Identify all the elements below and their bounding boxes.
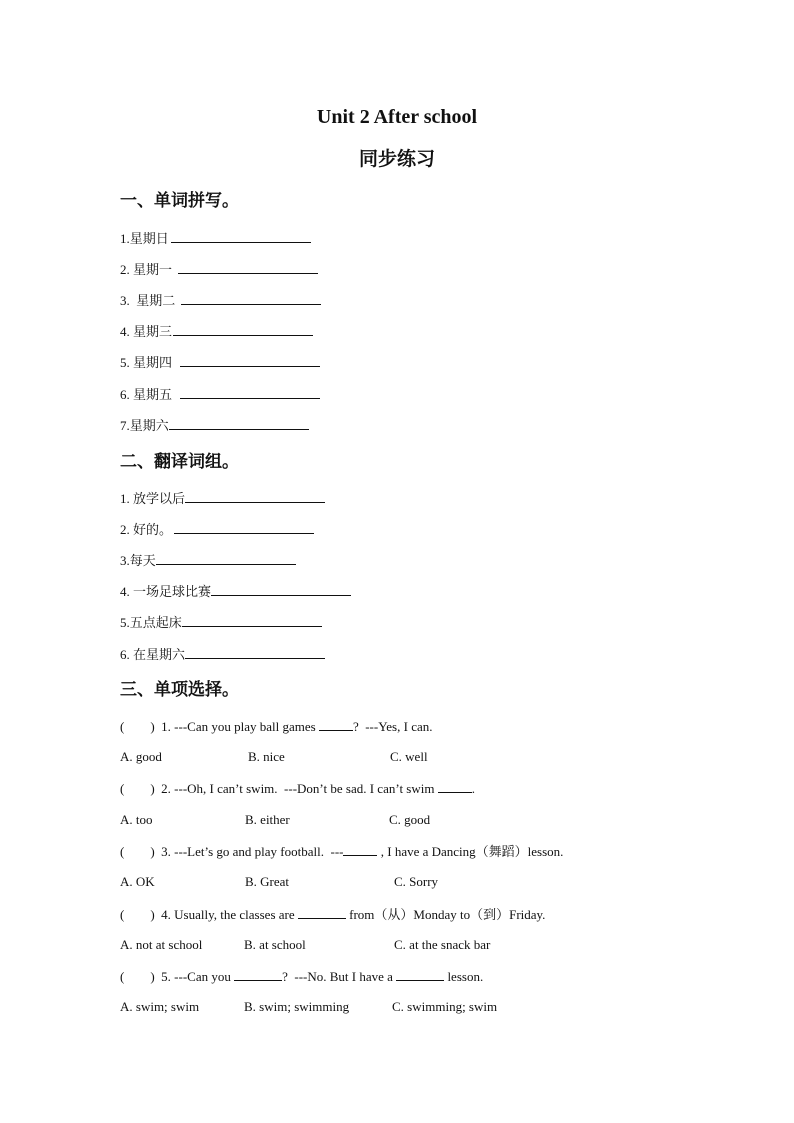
answer-blank[interactable] [211,582,351,596]
answer-blank[interactable] [178,260,318,274]
list-item [120,229,311,248]
answer-blank[interactable] [156,551,296,565]
list-item [120,520,314,539]
option-b[interactable]: B. either [245,812,290,827]
item-label: 3. 星期二 [120,293,176,308]
list-item [120,385,320,404]
list-item [120,551,296,570]
answer-blank[interactable] [181,291,321,305]
item-label: 3.每天 [120,553,156,568]
option-c[interactable]: C. Sorry [394,874,439,889]
option-c[interactable]: C. at the snack bar [394,937,491,952]
option-a[interactable]: A. not at school [120,937,203,952]
item-label: 1. 放学以后 [120,491,186,506]
option-a[interactable]: A. too [120,812,153,827]
question-stem-end: . [471,781,475,796]
option-a[interactable]: A. OK [120,874,155,889]
option-c[interactable]: C. swimming; swim [392,999,498,1014]
item-label: 4. 一场足球比赛 [120,584,212,599]
section2-heading: 二、翻译词组。 [120,452,239,472]
list-item [120,645,325,664]
question-stem: 3. ---Let’s go and play football. --- [161,844,344,859]
question-stem-end: lesson. [444,969,484,984]
answer-blank[interactable] [185,489,325,503]
answer-blank[interactable] [180,385,320,399]
question-1 [120,717,432,736]
list-item [120,260,318,279]
question-stem-mid: ? ---No. But I have a [282,969,397,984]
answer-blank[interactable] [343,842,377,856]
item-label: 1.星期日 [120,231,169,246]
list-item [120,291,321,310]
item-label: 5.五点起床 [120,615,182,630]
answer-paren[interactable]: ( ) [120,719,155,734]
answer-paren[interactable]: ( ) [120,907,155,922]
answer-blank[interactable] [319,717,353,731]
question-stem: 4. Usually, the classes are [161,907,298,922]
answer-paren[interactable]: ( ) [120,969,155,984]
list-item [120,322,313,341]
item-label: 5. 星期四 [120,355,173,370]
option-c[interactable]: C. well [390,749,428,764]
answer-blank[interactable] [171,229,311,243]
answer-paren[interactable]: ( ) [120,844,155,859]
item-label: 6. 在星期六 [120,647,186,662]
list-item [120,489,325,508]
list-item [120,353,320,372]
question-stem: 2. ---Oh, I can’t swim. ---Don’t be sad. I can’t swim [161,781,438,796]
question-stem-end: ? ---Yes, I can. [352,719,433,734]
list-item [120,416,309,435]
answer-blank[interactable] [438,779,472,793]
option-a[interactable]: A. good [120,749,162,764]
answer-blank[interactable] [396,967,444,981]
question-3 [120,842,563,861]
page-title: Unit 2 After school [316,106,478,128]
list-item [120,613,322,632]
question-5 [120,967,483,986]
answer-blank[interactable] [185,645,325,659]
question-stem-end: from（从）Monday to（到）Friday. [345,907,546,922]
answer-blank[interactable] [169,416,309,430]
answer-paren[interactable]: ( ) [120,781,155,796]
section1-heading: 一、单词拼写。 [120,191,239,211]
answer-blank[interactable] [180,353,320,367]
option-a[interactable]: A. swim; swim [120,999,200,1014]
question-stem: 1. ---Can you play ball games [161,719,319,734]
option-b[interactable]: B. Great [245,874,290,889]
question-4 [120,905,545,924]
item-label: 2. 星期一 [120,262,173,277]
answer-blank[interactable] [182,613,322,627]
answer-blank[interactable] [298,905,346,919]
answer-blank[interactable] [173,322,313,336]
page-subtitle: 同步练习 [358,148,435,170]
list-item [120,582,351,601]
option-b[interactable]: B. nice [248,749,285,764]
item-label: 6. 星期五 [120,387,173,402]
question-stem: 5. ---Can you [161,969,235,984]
answer-blank[interactable] [174,520,314,534]
section3-heading: 三、单项选择。 [120,680,239,700]
item-label: 4. 星期三 [120,324,173,339]
question-stem-end: , I have a Dancing（舞蹈）lesson. [377,844,564,859]
answer-blank[interactable] [234,967,282,981]
option-c[interactable]: C. good [389,812,431,827]
option-b[interactable]: B. swim; swimming [244,999,350,1014]
option-b[interactable]: B. at school [244,937,306,952]
item-label: 7.星期六 [120,418,169,433]
question-2 [120,779,475,798]
item-label: 2. 好的。 [120,522,173,537]
